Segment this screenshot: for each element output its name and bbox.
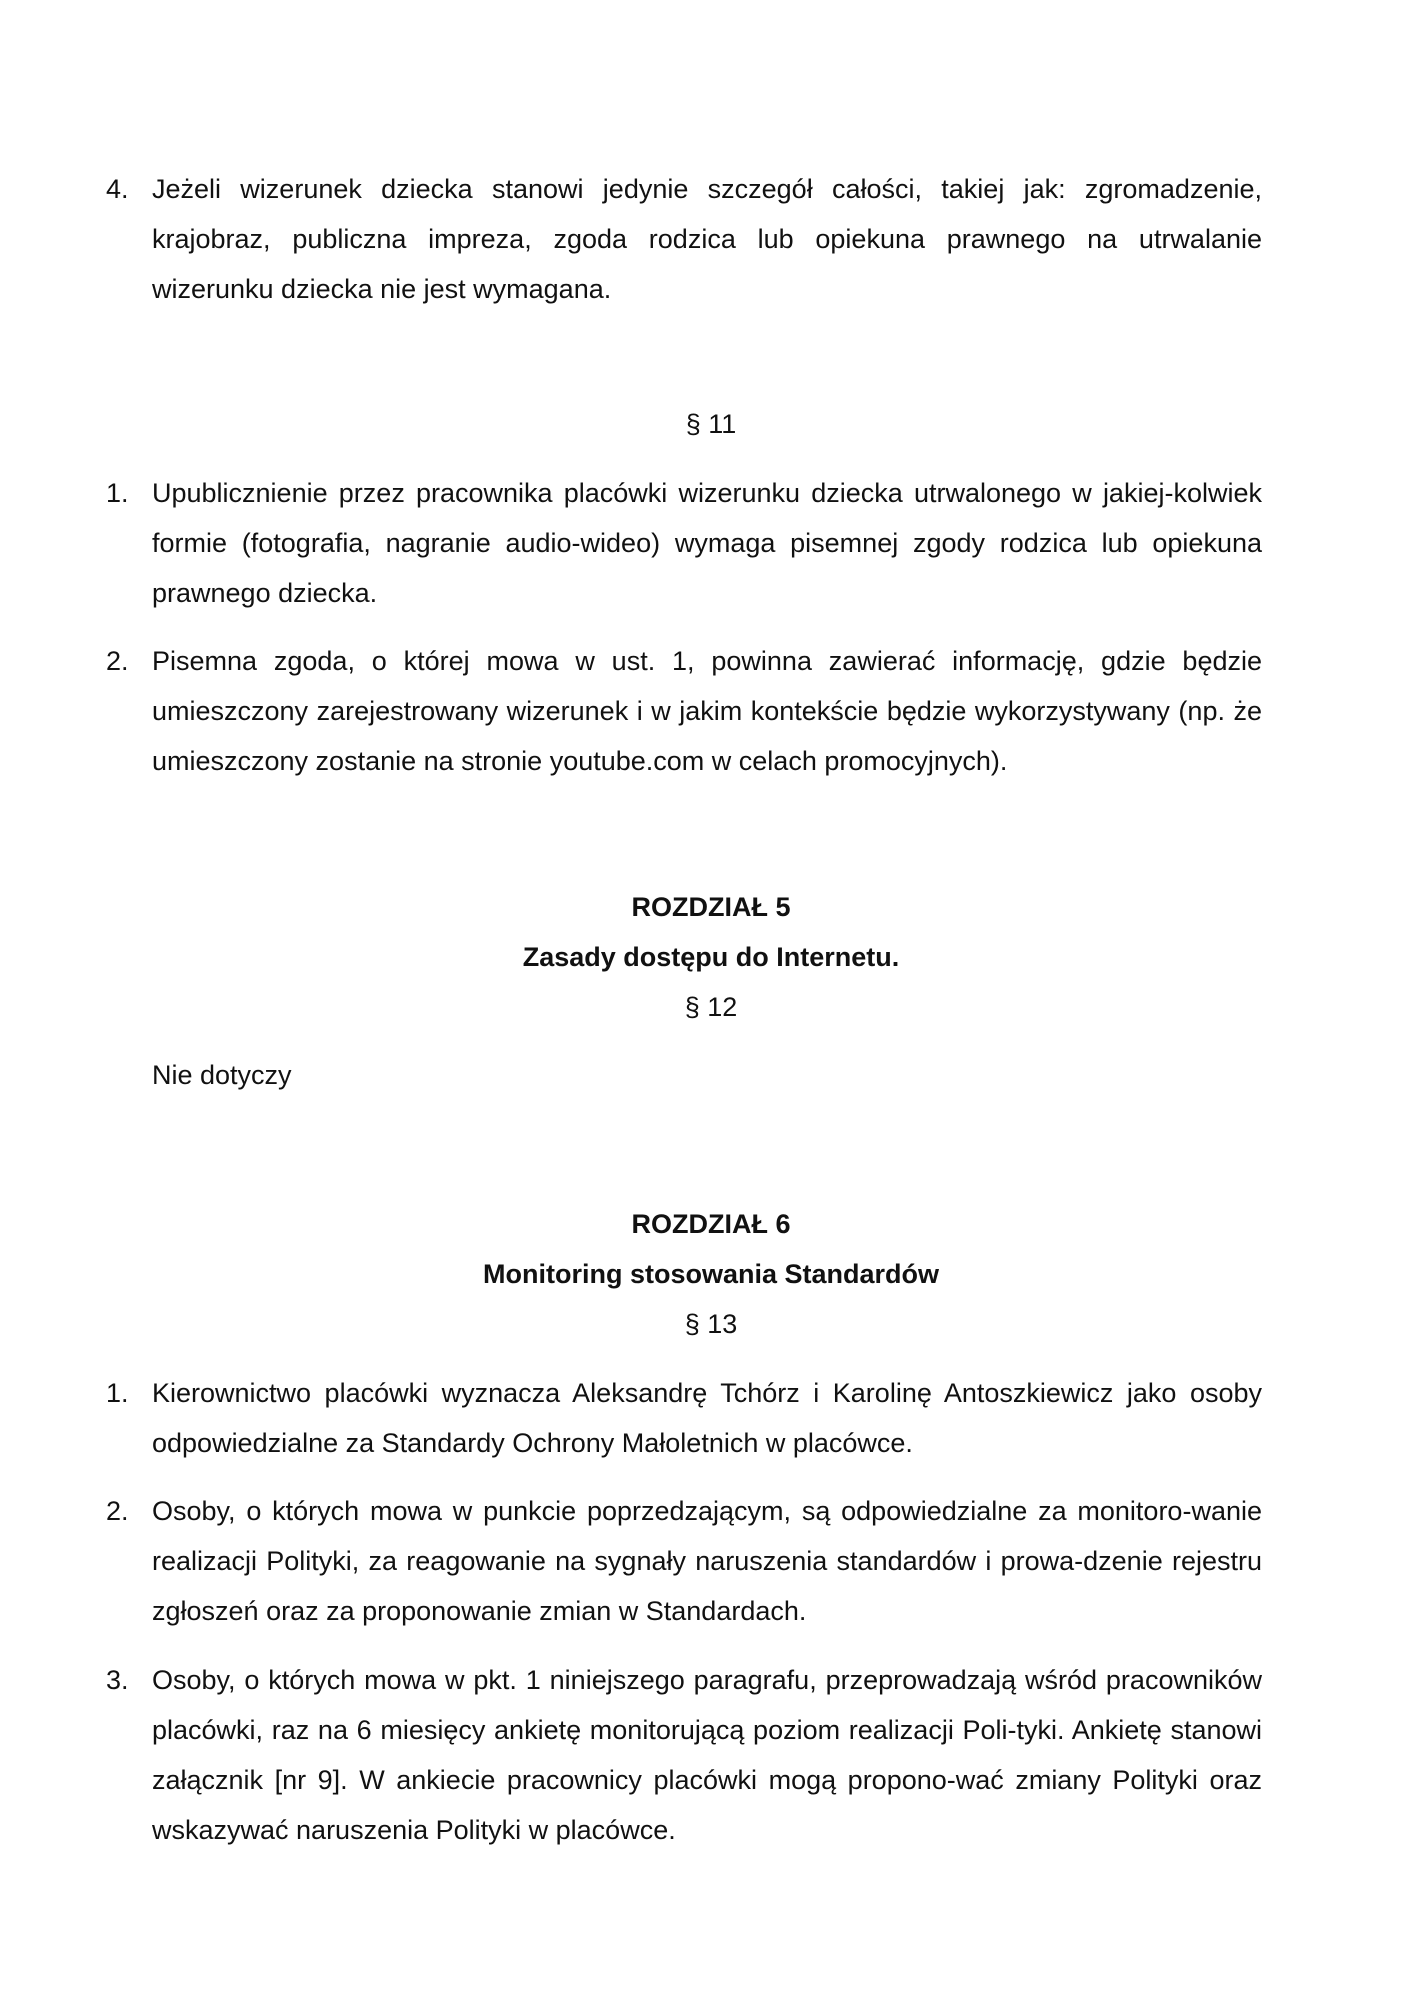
paragraph-heading-11: § 11 xyxy=(685,409,737,439)
list-item-number: 1. xyxy=(106,478,129,508)
list-item-number: 2. xyxy=(106,646,129,676)
list-item xyxy=(106,1486,1262,1636)
list-item-number: 4. xyxy=(106,174,129,204)
chapter-6-title: ROZDZIAŁ 6 xyxy=(631,1209,791,1239)
list-item xyxy=(106,468,1262,618)
chapter-5-body: Nie dotyczy xyxy=(152,1060,292,1090)
list-item-text: Kierownictwo placówki wyznacza Aleksandrę Tchórz i Karolinę Antoszkiewicz jako osoby odpowiedzialne za Standardy Ochrony Małoletnich w placówce. xyxy=(152,1378,1262,1458)
chapter-5-title: ROZDZIAŁ 5 xyxy=(631,892,791,922)
paragraph-heading-13: § 13 xyxy=(684,1309,738,1339)
list-item-text: Osoby, o których mowa w pkt. 1 niniejszego paragrafu, przeprowadzają wśród pracowników placówki, raz na 6 miesięcy ankietę monitorującą poziom realizacji Poli-tyki. Ankietę stanowi załącznik [nr 9]. W ankiecie pracownicy placówki mogą propono-wać zmiany Polityki oraz wskazywać naruszenia Polityki w placówce. xyxy=(152,1665,1262,1845)
list-item-number: 1. xyxy=(106,1378,129,1408)
chapter-5-subtitle: Zasady dostępu do Internetu. xyxy=(522,942,900,972)
list-item-text: Upublicznienie przez pracownika placówki wizerunku dziecka utrwalonego w jakiej-kolwiek formie (fotografia, nagranie audio-wideo) wymaga pisemnej zgody rodzica lub opiekuna prawnego dziecka. xyxy=(152,478,1262,608)
list-item xyxy=(106,1368,1262,1468)
list-item-number: 3. xyxy=(106,1665,129,1695)
list-item-text: Jeżeli wizerunek dziecka stanowi jedynie szczegół całości, takiej jak: zgromadzenie, krajobraz, publiczna impreza, zgoda rodzica lub opiekuna prawnego na utrwalanie wizerunku dziecka nie jest wymagana. xyxy=(152,174,1262,304)
list-item-number: 2. xyxy=(106,1496,129,1526)
list-item-text: Osoby, o których mowa w punkcie poprzedzającym, są odpowiedzialne za monitoro-wanie realizacji Polityki, za reagowanie na sygnały naruszenia standardów i prowa-dzenie rejestru zgłoszeń oraz za proponowanie zmian w Standardach. xyxy=(152,1496,1262,1626)
list-item xyxy=(106,164,1262,314)
list-item xyxy=(106,1655,1262,1855)
paragraph-heading-12: § 12 xyxy=(684,992,738,1022)
list-item-text: Pisemna zgoda, o której mowa w ust. 1, powinna zawierać informację, gdzie będzie umieszczony zarejestrowany wizerunek i w jakim kontekście będzie wykorzystywany (np. że umieszczony zostanie na stronie youtube.com w celach promocyjnych). xyxy=(152,646,1262,776)
list-item xyxy=(106,636,1262,786)
chapter-6-subtitle: Monitoring stosowania Standardów xyxy=(482,1259,939,1289)
